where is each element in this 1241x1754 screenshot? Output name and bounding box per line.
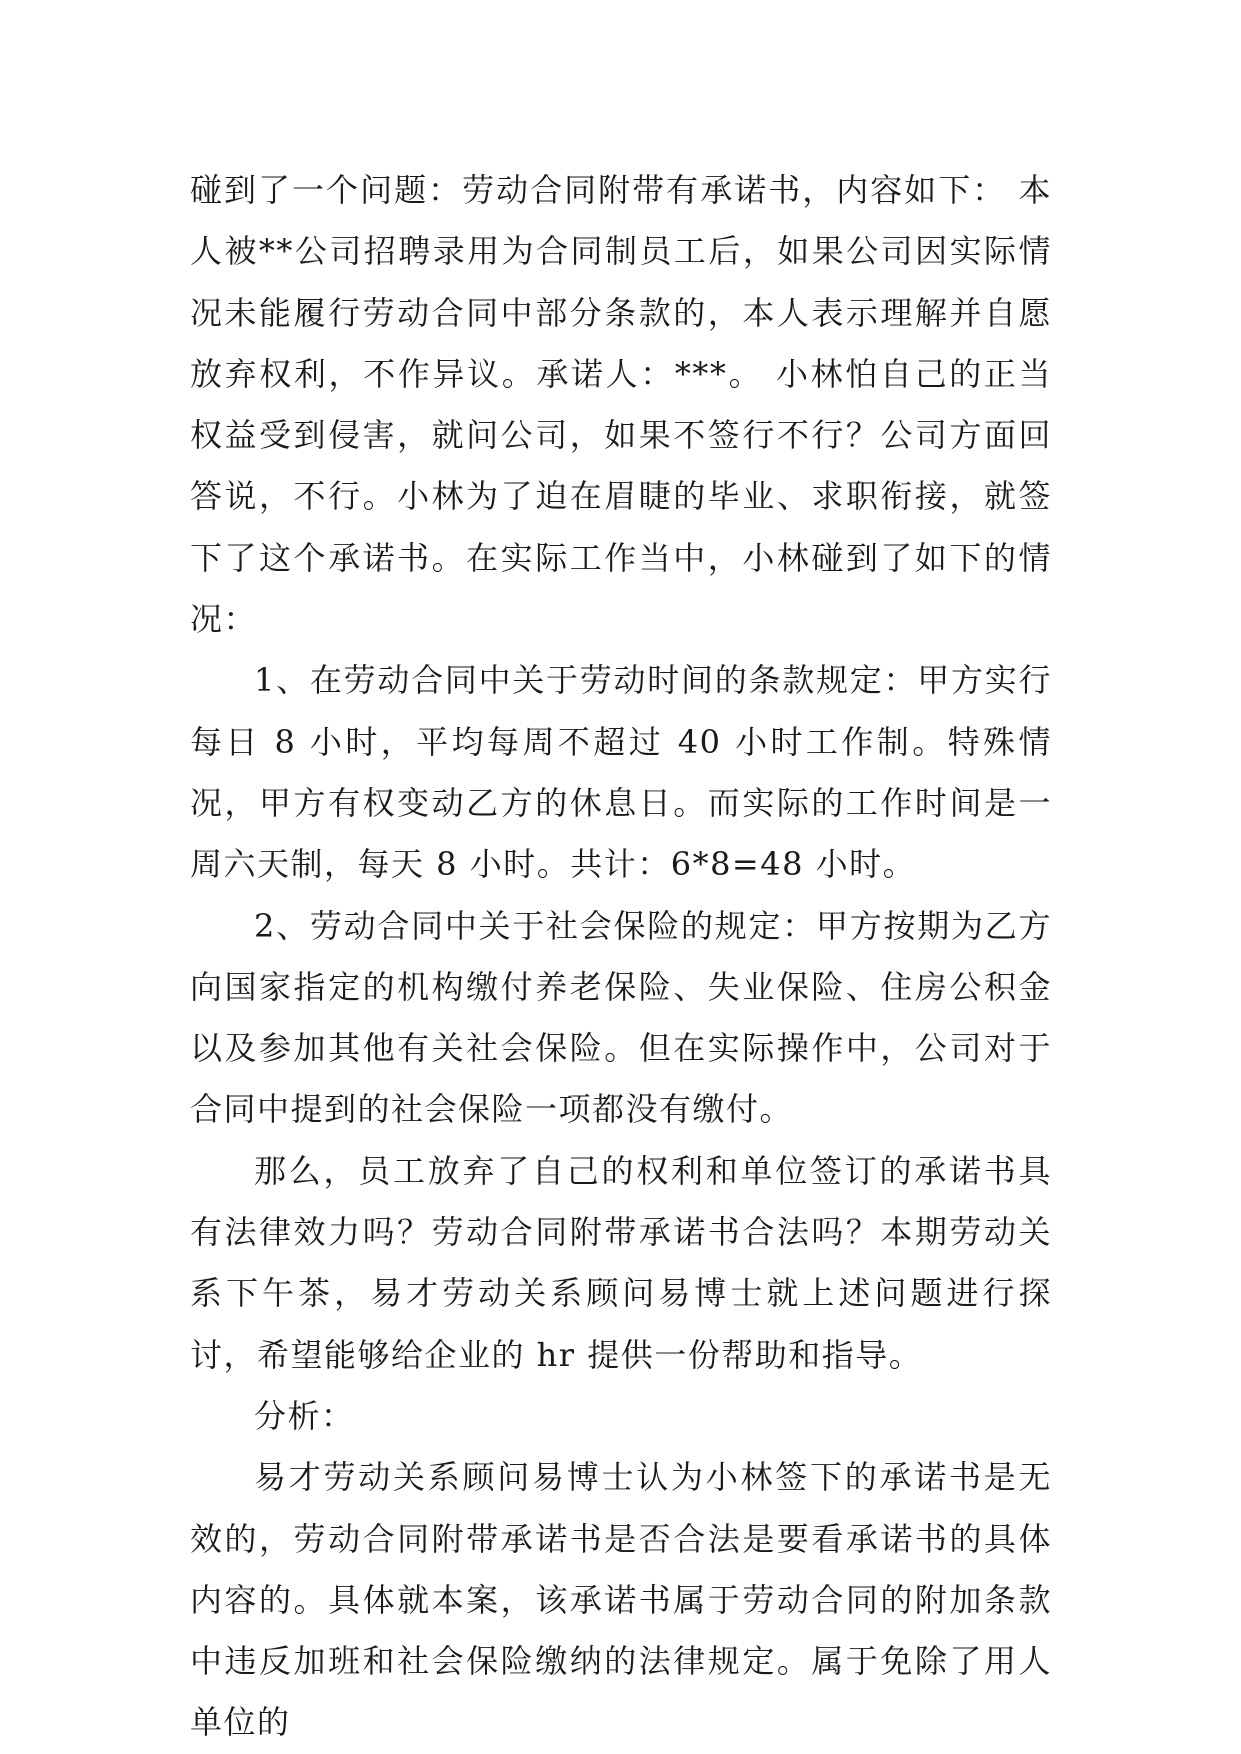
paragraph-social-insurance: 2、劳动合同中关于社会保险的规定：甲方按期为乙方向国家指定的机构缴付养老保险、失业保险、住房公积金以及参加其他有关社会保险。但在实际操作中，公司对于合同中提到的社会保险一项都没有缴付。 [190,906,1052,1129]
document-page [190,160,1052,1754]
paragraph-working-hours: 1、在劳动合同中关于劳动时间的条款规定：甲方实行每日 8 小时，平均每周不超过 40 小时工作制。特殊情况，甲方有权变动乙方的休息日。而实际的工作时间是一周六天制，每天 8 小时。共计：6*8=48 小时。 [190,661,1052,884]
paragraph-analysis-body: 易才劳动关系顾问易博士认为小林签下的承诺书是无效的，劳动合同附带承诺书是否合法是要看承诺书的具体内容的。具体就本案，该承诺书属于劳动合同的附加条款中违反加班和社会保险缴纳的法律规定。属于免除了用人单位的 [190,1458,1052,1742]
paragraph-contract-pledge: 碰到了一个问题：劳动合同附带有承诺书，内容如下： 本人被**公司招聘录用为合同制员工后，如果公司因实际情况未能履行劳动合同中部分条款的，本人表示理解并自愿放弃权利，不作异议。承诺人：***。 小林怕自己的正当权益受到侵害，就问公司，如果不签行不行？公司方面回答说，不行。小林为了迫在眉睫的毕业、求职衔接，就签下了这个承诺书。在实际工作当中，小林碰到了如下的情况： [190,171,1052,639]
paragraph-legal-question: 那么，员工放弃了自己的权利和单位签订的承诺书具有法律效力吗？劳动合同附带承诺书合法吗？本期劳动关系下午茶，易才劳动关系顾问易博士就上述问题进行探讨，希望能够给企业的 hr 提供一份帮助和指导。 [190,1151,1052,1374]
paragraph-analysis-heading: 分析： [254,1396,355,1435]
